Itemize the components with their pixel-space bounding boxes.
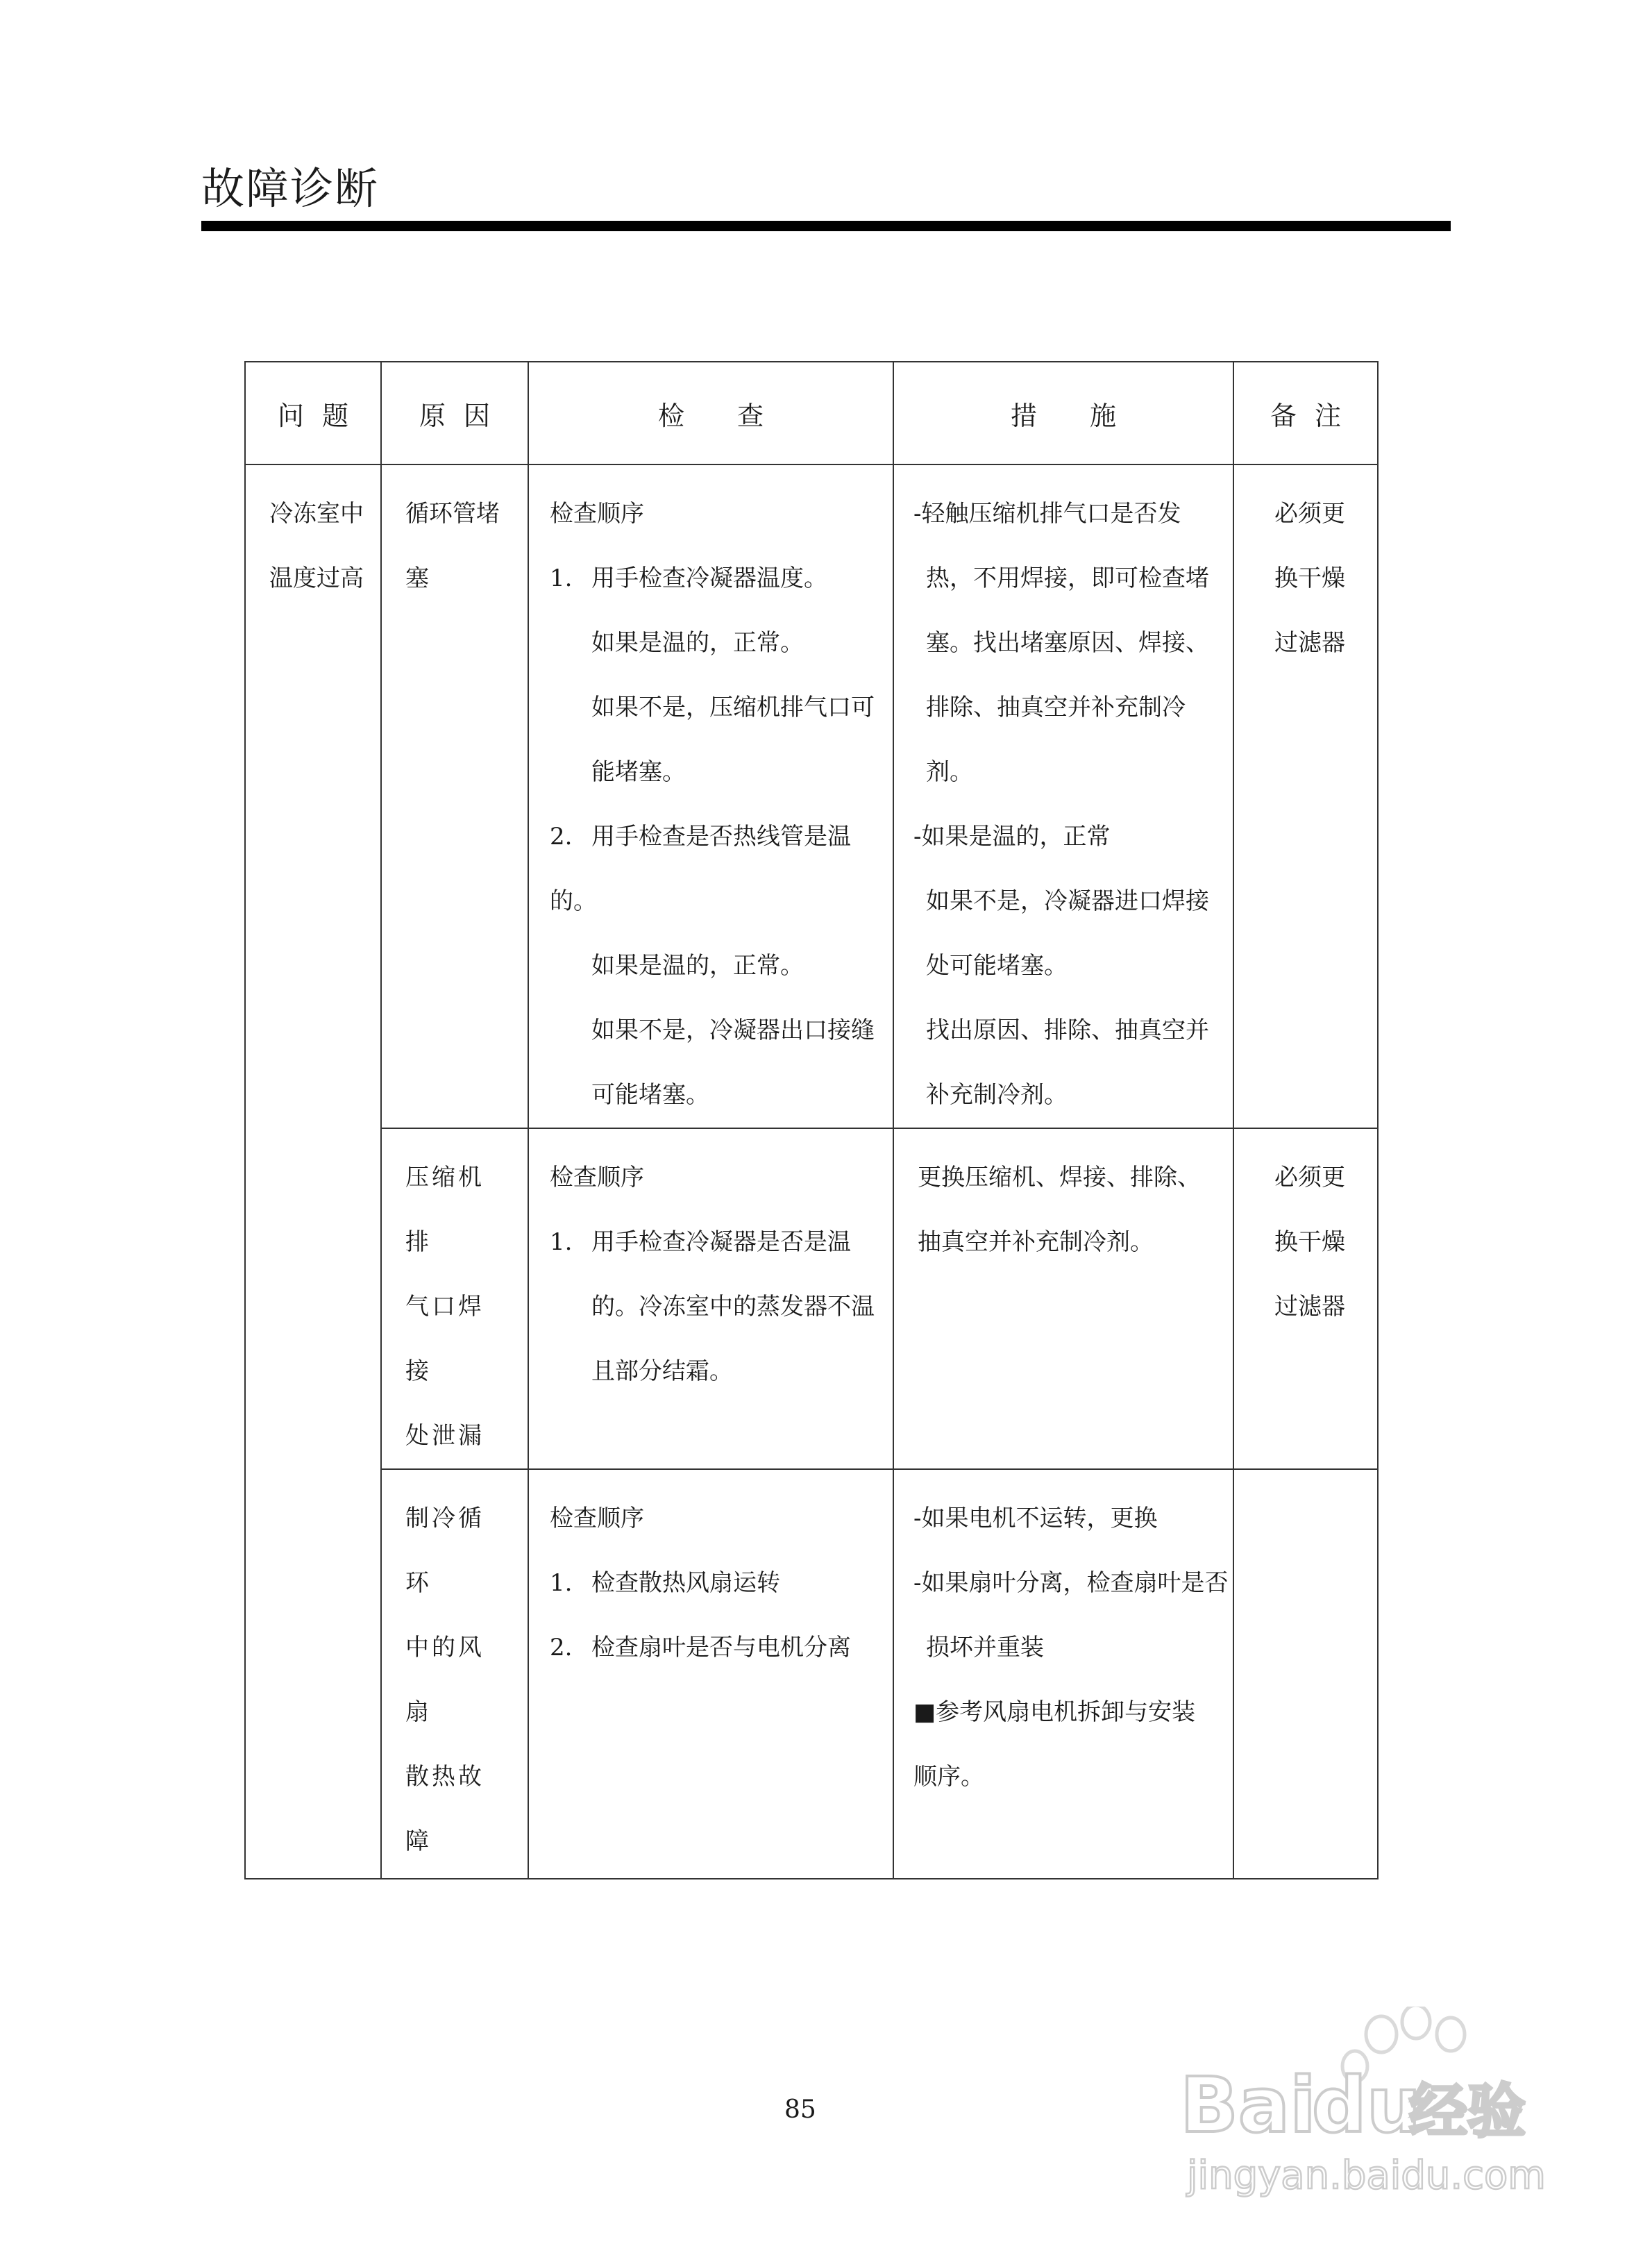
measure-line: -轻触压缩机排气口是否发	[913, 500, 1181, 528]
check-step: 1. 用手检查冷凝器温度。	[550, 564, 827, 592]
check-step: 如果不是，压缩机排气口可	[591, 694, 875, 721]
measures-cell	[893, 464, 1233, 1128]
measure-line: 更换压缩机、焊接、排除、	[918, 1164, 1201, 1191]
cause-line: 制冷循环	[405, 1505, 484, 1597]
note-cell	[1233, 464, 1378, 1128]
note-line: 过滤器	[1274, 1293, 1345, 1321]
measure-line: 损坏并重装	[926, 1634, 1044, 1661]
page-number: 85	[784, 2095, 816, 2124]
measure-line: 抽真空并补充制冷剂。	[918, 1228, 1154, 1256]
cause-line: 中的风扇	[405, 1634, 484, 1726]
cause-line: 气口焊接	[405, 1293, 484, 1385]
note-line: 过滤器	[1274, 629, 1345, 657]
watermark-suffix: 经验	[1409, 2077, 1526, 2145]
check-step: 1. 检查散热风扇运转	[550, 1569, 780, 1597]
check-step: 1. 用手检查冷凝器是否是温	[550, 1228, 851, 1256]
measure-line: -如果扇叶分离，检查扇叶是否	[913, 1569, 1229, 1597]
measure-line: 塞。找出堵塞原因、焊接、	[926, 629, 1209, 657]
problem-text: 冷冻室中温度过高	[269, 500, 364, 592]
measure-line: ■参考风扇电机拆卸与安装	[913, 1698, 1196, 1726]
check-cell	[528, 464, 893, 1128]
cause-cell	[381, 1469, 528, 1879]
cause-line: 处泄漏	[405, 1422, 484, 1450]
title-rule	[201, 221, 1451, 231]
measure-line: 热，不用焊接，即可检查堵	[926, 564, 1209, 592]
paw-toe-icon	[1366, 2016, 1397, 2052]
table-row	[245, 464, 1378, 1128]
table-row	[245, 1128, 1378, 1469]
check-step: 可能堵塞。	[591, 1081, 709, 1109]
measure-line: -如果电机不运转，更换	[913, 1505, 1158, 1532]
fault-diagnosis-table	[244, 361, 1379, 1879]
cause-line: 散热故障	[405, 1763, 484, 1855]
check-step: 如果是温的，正常。	[591, 952, 804, 980]
baidu-watermark	[1173, 2007, 1562, 2208]
watermark-url: jingyan.baidu.com	[1187, 2153, 1546, 2198]
cause-text: 循环管堵塞	[405, 500, 500, 592]
header-note: 备注	[1233, 362, 1378, 464]
check-step: 如果不是，冷凝器出口接缝	[591, 1016, 875, 1044]
note-line: 换干燥	[1274, 564, 1345, 592]
note-line: 必须更	[1274, 500, 1345, 528]
note-line: 换干燥	[1274, 1228, 1345, 1256]
paw-toe-icon	[1437, 2018, 1465, 2051]
check-step: 的。冷冻室中的蒸发器不温	[591, 1293, 875, 1321]
note-line: 必须更	[1274, 1164, 1345, 1191]
cause-cell	[381, 464, 528, 1128]
header-cause: 原因	[381, 362, 528, 464]
measure-line: 处可能堵塞。	[926, 952, 1068, 980]
measures-cell	[893, 1128, 1233, 1469]
check-step: 2. 检查扇叶是否与电机分离	[550, 1634, 851, 1661]
problem-cell	[245, 464, 381, 1879]
check-step: 如果是温的，正常。	[591, 629, 804, 657]
check-heading: 检查顺序	[550, 1164, 644, 1191]
measures-cell	[893, 1469, 1233, 1879]
check-heading: 检查顺序	[550, 500, 644, 528]
watermark-brand2: du	[1312, 2061, 1422, 2150]
measure-line: 顺序。	[913, 1763, 984, 1791]
measure-line: 补充制冷剂。	[926, 1081, 1068, 1109]
measure-line: 找出原因、排除、抽真空并	[926, 1016, 1209, 1044]
cause-line: 压缩机排	[405, 1164, 484, 1256]
measure-line: -如果是温的，正常	[913, 823, 1111, 851]
note-cell	[1233, 1469, 1378, 1879]
check-step: 且部分结霜。	[591, 1357, 733, 1385]
check-cell	[528, 1128, 893, 1469]
header-measures: 措 施	[893, 362, 1233, 464]
table-row	[245, 1469, 1378, 1879]
paw-toe-icon	[1402, 2007, 1430, 2038]
measure-line: 排除、抽真空并补充制冷剂。	[926, 694, 1186, 786]
header-problem: 问题	[245, 362, 381, 464]
check-heading: 检查顺序	[550, 1505, 644, 1532]
check-step: 2. 用手检查是否热线管是温的。	[550, 823, 851, 915]
header-check: 检 查	[528, 362, 893, 464]
measure-line: 如果不是，冷凝器进口焊接	[926, 887, 1209, 915]
note-cell	[1233, 1128, 1378, 1469]
cause-cell	[381, 1128, 528, 1469]
page-title: 故障诊断	[201, 163, 380, 214]
check-step: 能堵塞。	[591, 758, 686, 786]
check-cell	[528, 1469, 893, 1879]
watermark-brand: Bai	[1180, 2061, 1316, 2150]
table-header-row	[245, 362, 1378, 464]
